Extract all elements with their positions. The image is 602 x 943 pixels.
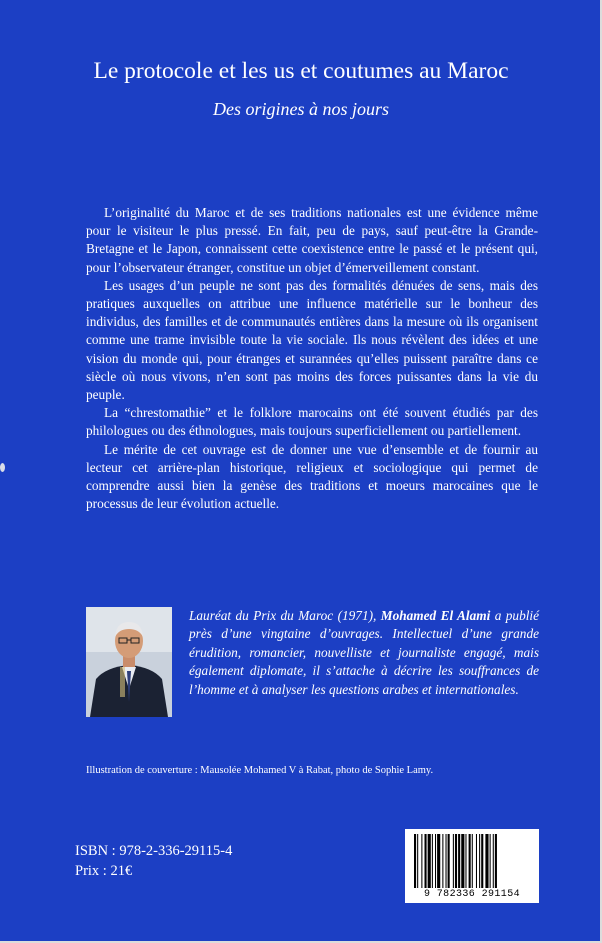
barcode-bar [442, 834, 443, 888]
barcode-bar [446, 834, 447, 888]
barcode-bar [458, 834, 460, 888]
barcode-bar [493, 834, 494, 888]
barcode-bar [461, 834, 464, 888]
blurb [86, 204, 538, 513]
isbn: ISBN : 978-2-336-29115-4 [75, 843, 233, 859]
barcode-bar [481, 834, 483, 888]
barcode-bar [453, 834, 454, 888]
blurb-paragraph: La “chrestomathie” et le folklore marocains ont été souvent étudiés par des philologues ou des éthnologues, mais toujours superficiellement ou partiellement. [86, 405, 538, 439]
barcode-bar [469, 834, 471, 888]
blurb-paragraph: Les usages d’un peuple ne sont pas des formalités dénuées de sens, mais des pratiques auxquelles on attribue une influence matérielle sur le bonheur des individus, des familles et de communautés entières dans la mesure où ils organisent comme une trame invisible toute la vie sociale. Ils nous révèlent des idées et une vision du monde qui, pour étranges et surannées qu’elles puissent paraître dans ce siècle où nous vivons, n’en sont pas moins des forces puissantes dans la vie du peuple. [86, 277, 538, 403]
illustration-credit: Illustration de couverture : Mausolée Mohamed V à Rabat, photo de Sophie Lamy. [86, 765, 434, 776]
blurb-paragraph: Le mérite de cet ouvrage est de donner une vue d’ensemble et de fournir au lecteur cet arrière-plan historique, religieux et sociologique qui permet de comprendre aussi bien la genèse des traditions et moeurs marocaines que le processus de leur évolution actuelle. [86, 441, 538, 512]
barcode-bar [432, 834, 433, 888]
author-bio-prefix: Lauréat du Prix du Maroc (1971), [189, 608, 377, 623]
barcode-bar [495, 834, 497, 888]
barcode-icon [412, 834, 532, 890]
blurb-paragraph: L’originalité du Maroc et de ses traditions nationales est une évidence même pour le visiteur le plus pressé. En fait, peu de pays, sauf peut-être la Grande-Bretagne et le Japon, connaissent cette coexistence entre le passé et le présent qui, pour l’observateur étranger, constitue un objet d’émerveillement constant. [86, 205, 538, 275]
barcode-bar [437, 834, 440, 888]
author-portrait-icon [86, 607, 172, 717]
barcode-number: 9 782336 291154 [423, 889, 520, 900]
price: Prix : 21€ [75, 863, 133, 879]
book-title: Le protocole et les us et coutumes au Maroc [93, 58, 509, 84]
edge-mark [0, 463, 5, 472]
barcode-bar [472, 834, 473, 888]
barcode-bar [465, 834, 466, 888]
barcode-bar [476, 834, 477, 888]
book-subtitle: Des origines à nos jours [212, 99, 389, 119]
barcode-bar [421, 834, 422, 888]
barcode-bar [490, 834, 491, 888]
barcode-bar [485, 834, 488, 888]
barcode-bar [425, 834, 427, 888]
barcode-bar [455, 834, 457, 888]
author-name: Mohamed El Alami [380, 608, 491, 623]
barcode-bar [428, 834, 431, 888]
barcode [405, 829, 539, 903]
barcode-bar [448, 834, 450, 888]
author-bio [189, 607, 539, 699]
barcode-bar [414, 834, 416, 888]
barcode-bar [417, 834, 418, 888]
author-bio-text: a publié près d’une vingtaine d’ouvrages. Intellectuel d’une grande érudition, romancier, nouvelliste et journaliste engagé, mais également diplomate, il s’attache à décrire les souffrances de l’homme et à analyser les questions arabes et internationales. [189, 608, 540, 697]
author-photo [86, 607, 172, 717]
barcode-bar [479, 834, 480, 888]
barcode-bar [435, 834, 436, 888]
